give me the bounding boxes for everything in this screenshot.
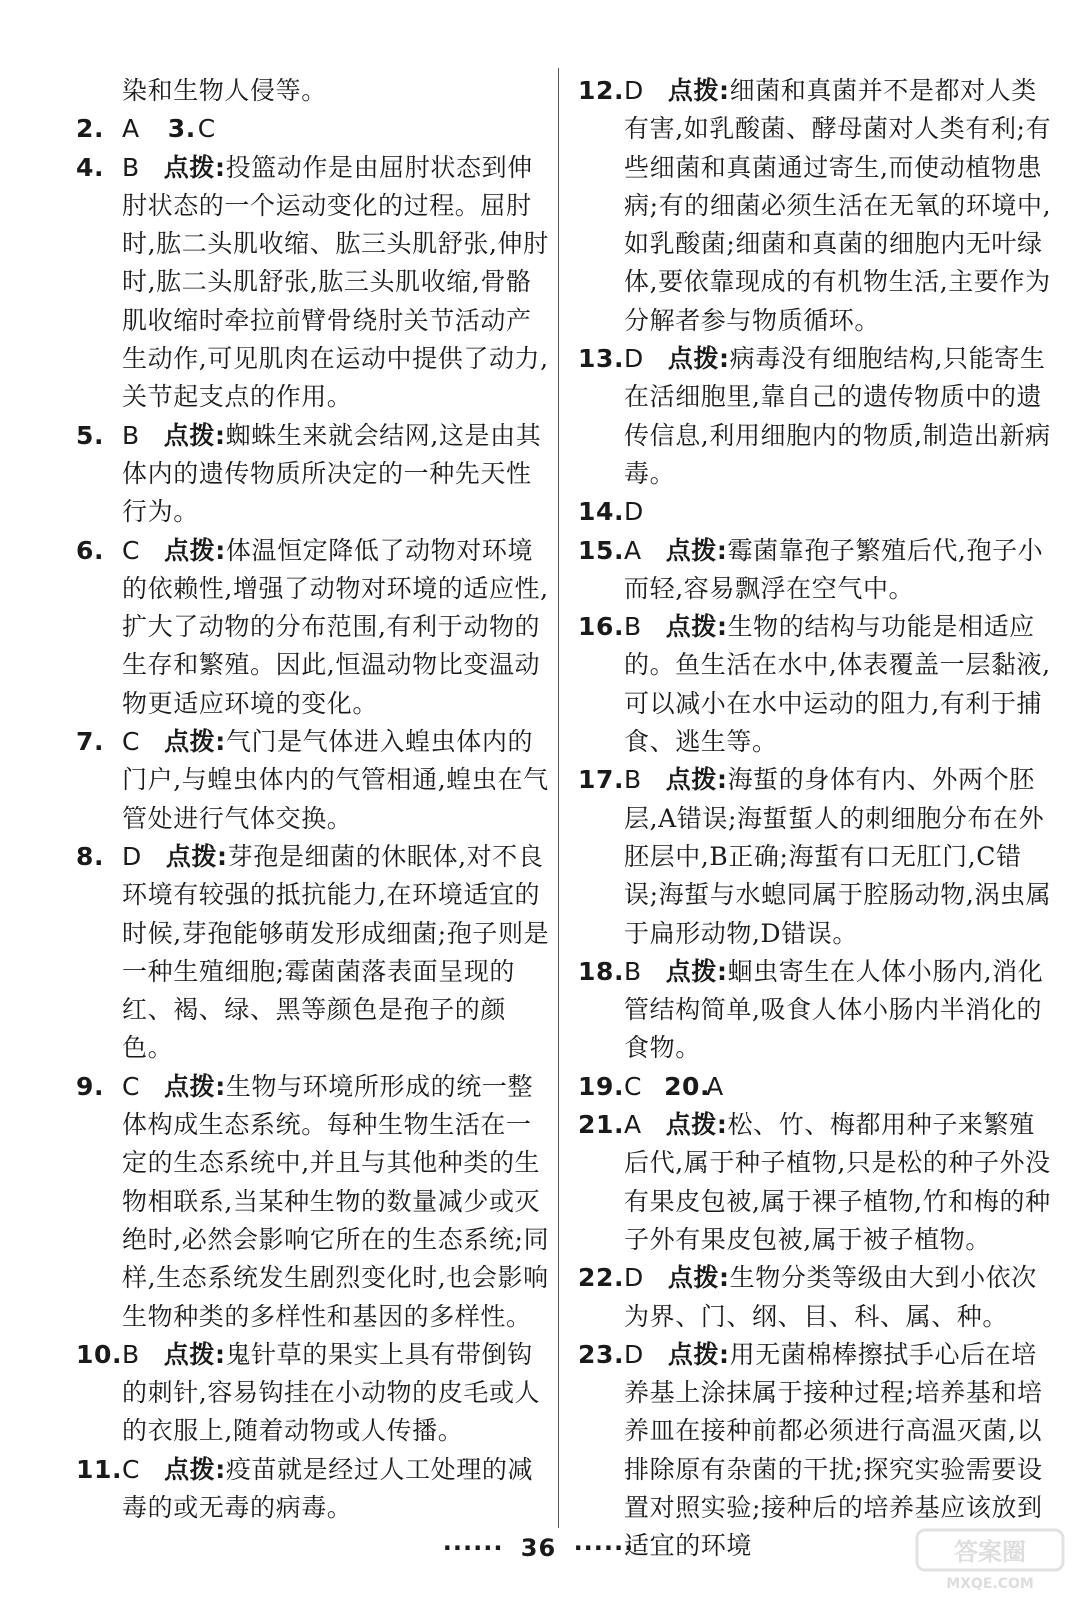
answer-letter: B — [122, 152, 140, 182]
question-number: 15. — [578, 535, 625, 565]
answer-item — [578, 608, 1054, 761]
continuation-text: 染和生物人侵等。 — [122, 76, 327, 105]
answer-letter: C — [122, 535, 141, 565]
column-divider — [558, 68, 559, 1528]
tip-label: 点拨: — [667, 1339, 730, 1369]
answer-letter: C — [122, 1071, 141, 1101]
explanation-text: 细菌和真菌并不是都对人类有害,如乳酸菌、酵母菌对人类有利;有些细菌和真菌通过寄生,而使动植物患病;有的细菌必须生活在无氧的环境中,如乳酸菌;细菌和真菌的细胞内无叶绿体,要依靠现成的有机物生活,主要作为分解者参与物质循环。 — [624, 76, 1052, 335]
page-number-value: 36 — [520, 1534, 557, 1562]
answer-letter: A — [122, 114, 140, 144]
answer-item — [76, 1451, 552, 1528]
explanation-text: 投篮动作是由屈肘状态到伸肘状态的一个运动变化的过程。屈肘时,肱二头肌收缩、肱三头肌舒张,伸肘时,肱二头肌舒张,肱三头肌收缩,骨骼肌收缩时牵拉前臂骨绕肘关节活动产生动作,可见肌肉在运动中提供了动力,关节起支点的作用。 — [122, 152, 549, 412]
tip-label: 点拨: — [163, 1339, 226, 1369]
answer-item — [578, 72, 1054, 340]
answer-19-20 — [578, 1068, 1054, 1106]
tip-label: 点拨: — [165, 841, 228, 871]
tip-label: 点拨: — [665, 1110, 728, 1140]
question-number: 13. — [578, 344, 625, 374]
question-number: 17. — [578, 765, 625, 795]
explanation-text: 生物与环境所形成的统一整体构成生态系统。每种生物生活在一定的生态系统中,并且与其他种类的生物相联系,当某种生物的数量减少或灭绝时,必然会影响它所在的生态系统;同样,生态系统发生剧烈变化时,也会影响生物种类的多样性和基因的多样性。 — [122, 1071, 550, 1331]
answer-item — [578, 1106, 1054, 1259]
question-number: 11. — [76, 1454, 123, 1484]
answer-letter: D — [624, 344, 644, 374]
tip-label: 点拨: — [163, 420, 226, 450]
answer-item — [76, 723, 552, 838]
explanation-text: 生物的结构与功能是相适应的。鱼生活在水中,体表覆盖一层黏液,可以减小在水中运动的阻力,有利于捕食、逃生等。 — [624, 612, 1051, 757]
question-number: 20. — [664, 1071, 711, 1101]
answer-letter: D — [624, 76, 644, 105]
question-number: 19. — [578, 1071, 625, 1101]
question-number: 18. — [578, 956, 625, 986]
answer-item — [76, 1336, 552, 1451]
answer-letter: A — [624, 535, 642, 565]
explanation-text: 用无菌棉棒擦拭手心后在培养基上涂抹属于接种过程;培养基和培养皿在接种前都必须进行高温灭菌,以排除原有杂菌的干扰;探究实验需要设置对照实验;接种后的培养基应该放到适宜的环境 — [624, 1339, 1043, 1561]
answer-letter: B — [122, 420, 140, 450]
tip-label: 点拨: — [164, 727, 226, 757]
answer-letter: A — [706, 1071, 724, 1101]
question-number: 5. — [76, 420, 105, 450]
answer-letter: B — [122, 1339, 140, 1369]
explanation-text: 蜘蛛生来就会结网,这是由其体内的遗传物质所决定的一种先天性行为。 — [122, 420, 542, 527]
tip-label: 点拨: — [665, 612, 728, 642]
question-number: 12. — [578, 76, 625, 105]
right-answer-list-2 — [578, 1106, 1054, 1566]
explanation-text: 体温恒定降低了动物对环境的依赖性,增强了动物对环境的适应性,扩大了动物的分布范围,有利于动物的生存和繁殖。因此,恒温动物比变温动物更适应环境的变化。 — [122, 535, 549, 718]
question-number: 3. — [167, 114, 196, 144]
page-dots-right: ······ — [573, 1534, 635, 1562]
answer-item — [578, 493, 1054, 531]
tip-label: 点拨: — [164, 1071, 226, 1101]
tip-label: 点拨: — [667, 344, 730, 374]
question-number: 9. — [76, 1071, 105, 1101]
explanation-text: 鬼针草的果实上具有带倒钩的刺针,容易钩挂在小动物的皮毛或人的衣服上,随着动物或人传播。 — [122, 1339, 541, 1446]
explanation-text: 芽孢是细菌的休眠体,对不良环境有较强的抵抗能力,在环境适宜的时候,芽孢能够萌发形成细菌;孢子则是一种生殖细胞;霉菌菌落表面呈现的红、褐、绿、黑等颜色是孢子的颜色。 — [122, 841, 550, 1063]
question-number: 23. — [578, 1339, 625, 1369]
explanation-text: 蛔虫寄生在人体小肠内,消化管结构简单,吸食人体小肠内半消化的食物。 — [624, 956, 1044, 1063]
question-number: 2. — [76, 114, 105, 144]
explanation-text: 疫苗就是经过人工处理的减毒的或无毒的病毒。 — [122, 1454, 534, 1522]
watermark-logo — [915, 1528, 1065, 1592]
explanation-text: 霉菌靠孢子繁殖后代,孢子小而轻,容易飘浮在空气中。 — [624, 535, 1044, 603]
left-column — [76, 72, 552, 1527]
answer-letter: D — [624, 1339, 644, 1369]
answer-letter: C — [122, 727, 141, 757]
tip-label: 点拨: — [665, 765, 728, 795]
explanation-text: 气门是气体进入蝗虫体内的门户,与蝗虫体内的气管相通,蝗虫在气管处进行气体交换。 — [122, 727, 549, 833]
explanation-text: 生物分类等级由大到小依次为界、门、纲、目、科、属、种。 — [624, 1263, 1037, 1331]
question-number: 6. — [76, 535, 105, 565]
tip-label: 点拨: — [667, 76, 730, 105]
question-number: 21. — [578, 1110, 625, 1140]
answer-letter: C — [122, 1454, 141, 1484]
question-number: 14. — [578, 497, 625, 527]
answer-letter: B — [624, 956, 642, 986]
answer-letter: C — [197, 114, 216, 144]
answer-letter: B — [624, 765, 642, 795]
tip-label: 点拨: — [667, 1263, 730, 1293]
answer-item — [578, 953, 1054, 1068]
explanation-text: 松、竹、梅都用种子来繁殖后代,属于种子植物,只是松的种子外没有果皮包被,属于裸子植物,竹和梅的种子外有果皮包被,属于被子植物。 — [624, 1110, 1051, 1254]
answer-item — [76, 838, 552, 1068]
answer-letter: C — [624, 1071, 643, 1101]
tip-label: 点拨: — [164, 1454, 226, 1484]
answer-item — [76, 1068, 552, 1336]
explanation-text: 海蜇的身体有内、外两个胚层,A错误;海蜇蜇人的刺细胞分布在外胚层中,B正确;海蜇有口无肛门,C错误;海蜇与水螅同属于腔肠动物,涡虫属于扁形动物,D错误。 — [624, 765, 1052, 948]
answer-item — [578, 340, 1054, 493]
question-number: 4. — [76, 152, 105, 182]
right-column — [578, 72, 1054, 1566]
question-number: 16. — [578, 612, 625, 642]
answer-item — [76, 532, 552, 723]
answer-letter: D — [624, 1263, 644, 1293]
answer-item — [76, 149, 552, 417]
right-answer-list — [578, 72, 1054, 1068]
answer-letter: B — [624, 612, 642, 642]
answer-item — [578, 532, 1054, 609]
tip-label: 点拨: — [163, 152, 226, 182]
answer-letter: A — [624, 1110, 642, 1140]
question-number: 8. — [76, 841, 105, 871]
answer-item — [578, 1259, 1054, 1336]
tip-label: 点拨: — [164, 535, 226, 565]
page-dots-left: ······ — [442, 1534, 504, 1562]
left-answer-list — [76, 149, 552, 1528]
explanation-text: 病毒没有细胞结构,只能寄生在活细胞里,靠自己的遗传物质中的遗传信息,利用细胞内的物质,制造出新病毒。 — [624, 344, 1051, 488]
svg-text:答案圈: 答案圈 — [954, 1538, 1026, 1566]
question-number: 7. — [76, 727, 105, 757]
tip-label: 点拨: — [665, 535, 728, 565]
answer-item — [76, 417, 552, 532]
question-number: 22. — [578, 1263, 625, 1293]
question-number: 10. — [76, 1339, 123, 1369]
tip-label: 点拨: — [665, 956, 728, 986]
answer-item — [578, 761, 1054, 952]
svg-text:MXQE.COM: MXQE.COM — [946, 1576, 1034, 1592]
answer-2-3 — [76, 110, 552, 148]
answer-letter: D — [624, 497, 644, 527]
answer-letter: D — [122, 841, 142, 871]
